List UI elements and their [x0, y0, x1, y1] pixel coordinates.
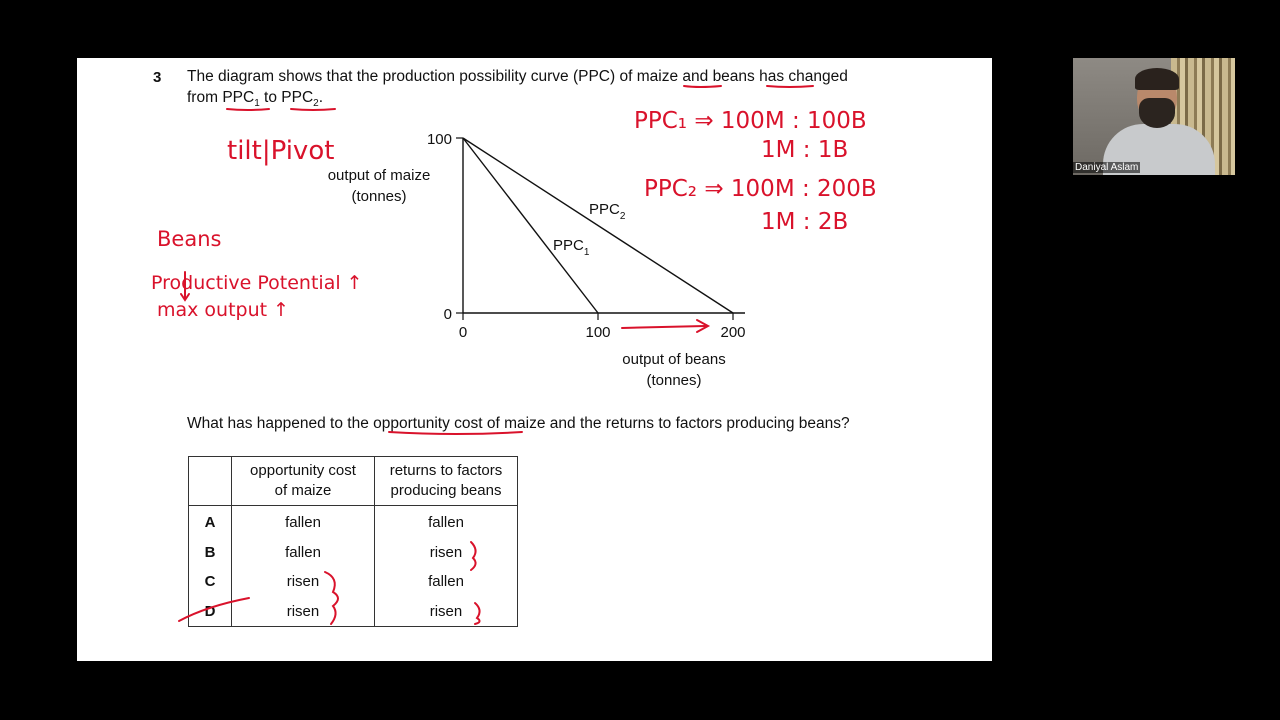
question-text-end: has changed: [754, 68, 848, 85]
y-axis-label: output of maize: [327, 167, 431, 184]
table-row[interactable]: [189, 567, 518, 597]
ppc-word: PPC: [281, 89, 314, 106]
option-label: A: [189, 506, 232, 538]
note-productive-potential: Productive Potential ↑: [151, 272, 363, 294]
question-period: .: [318, 89, 324, 106]
answer-table: [188, 456, 518, 627]
participant-hair: [1135, 68, 1179, 90]
prompt-text: What has happened to the: [187, 415, 369, 432]
note-ppc1-ratio: PPC₁ ⇒ 100M : 100B: [634, 108, 867, 134]
ppc-diagram: [77, 58, 992, 398]
x-axis-unit: (tonnes): [646, 372, 702, 389]
x-axis-label: output of beans: [622, 351, 726, 368]
question-word-maize: maize: [636, 68, 679, 85]
option-cost: risen: [232, 597, 375, 627]
ppc1-label: $PPC_1$: [553, 237, 590, 258]
option-returns: risen: [375, 597, 518, 627]
webcam-tile[interactable]: [1073, 58, 1235, 175]
question-text-and: and: [678, 68, 713, 85]
header-returns-to-factors: returns to factors producing beans: [375, 457, 518, 506]
ppc-word: PPC: [222, 89, 255, 106]
prompt-opportunity-cost: opportunity cost: [368, 415, 487, 432]
ppc2-label: $PPC_2$: [589, 201, 626, 222]
option-returns: fallen: [375, 506, 518, 538]
ppc1-line: [463, 138, 598, 313]
option-cost: risen: [232, 567, 375, 597]
option-returns: risen: [375, 538, 518, 568]
question-word-beans: beans: [712, 68, 755, 85]
table-header-row: [189, 457, 518, 506]
header-blank: [189, 457, 232, 506]
table-row[interactable]: [189, 597, 518, 627]
option-returns: fallen: [375, 567, 518, 597]
note-max-output: max output ↑: [157, 299, 290, 321]
option-label: B: [189, 538, 232, 568]
question-text-to: to: [259, 89, 282, 106]
y-tick-label-100: 100: [426, 131, 452, 148]
option-label: D: [189, 597, 232, 627]
option-label: C: [189, 567, 232, 597]
x-tick-label-0: 0: [458, 324, 468, 341]
option-cost: fallen: [232, 538, 375, 568]
document-page: [77, 58, 992, 661]
ppc-subscript-1: 1: [254, 98, 260, 110]
y-tick-label-0: 0: [443, 306, 452, 323]
question-number: 3: [153, 69, 162, 86]
participant-name: Daniyal Aslam: [1075, 162, 1139, 173]
question-text: The diagram shows that the production possibility curve (PPC) of: [187, 68, 637, 85]
question-text-from: from: [187, 89, 223, 106]
note-tilt-pivot: tilt|Pivot: [227, 136, 335, 166]
note-beans: Beans: [157, 227, 222, 251]
option-cost: fallen: [232, 506, 375, 538]
question-prompt: [187, 415, 850, 433]
x-tick-label-100: 100: [585, 324, 611, 341]
ppc-subscript-2: 2: [313, 98, 319, 110]
table-row[interactable]: [189, 538, 518, 568]
table-row[interactable]: [189, 506, 518, 538]
note-ppc2-ratio: PPC₂ ⇒ 100M : 200B: [644, 176, 877, 202]
header-opportunity-cost: opportunity cost of maize: [232, 457, 375, 506]
prompt-text-end: of maize and the returns to factors producing beans?: [486, 415, 850, 432]
x-tick-label-200: 200: [720, 324, 746, 341]
note-ppc2-unit-ratio: 1M : 2B: [761, 209, 849, 235]
note-ppc1-unit-ratio: 1M : 1B: [761, 137, 849, 163]
participant-beard: [1139, 98, 1175, 128]
y-axis-unit: (tonnes): [351, 188, 407, 205]
ppc2-line: [463, 138, 733, 313]
